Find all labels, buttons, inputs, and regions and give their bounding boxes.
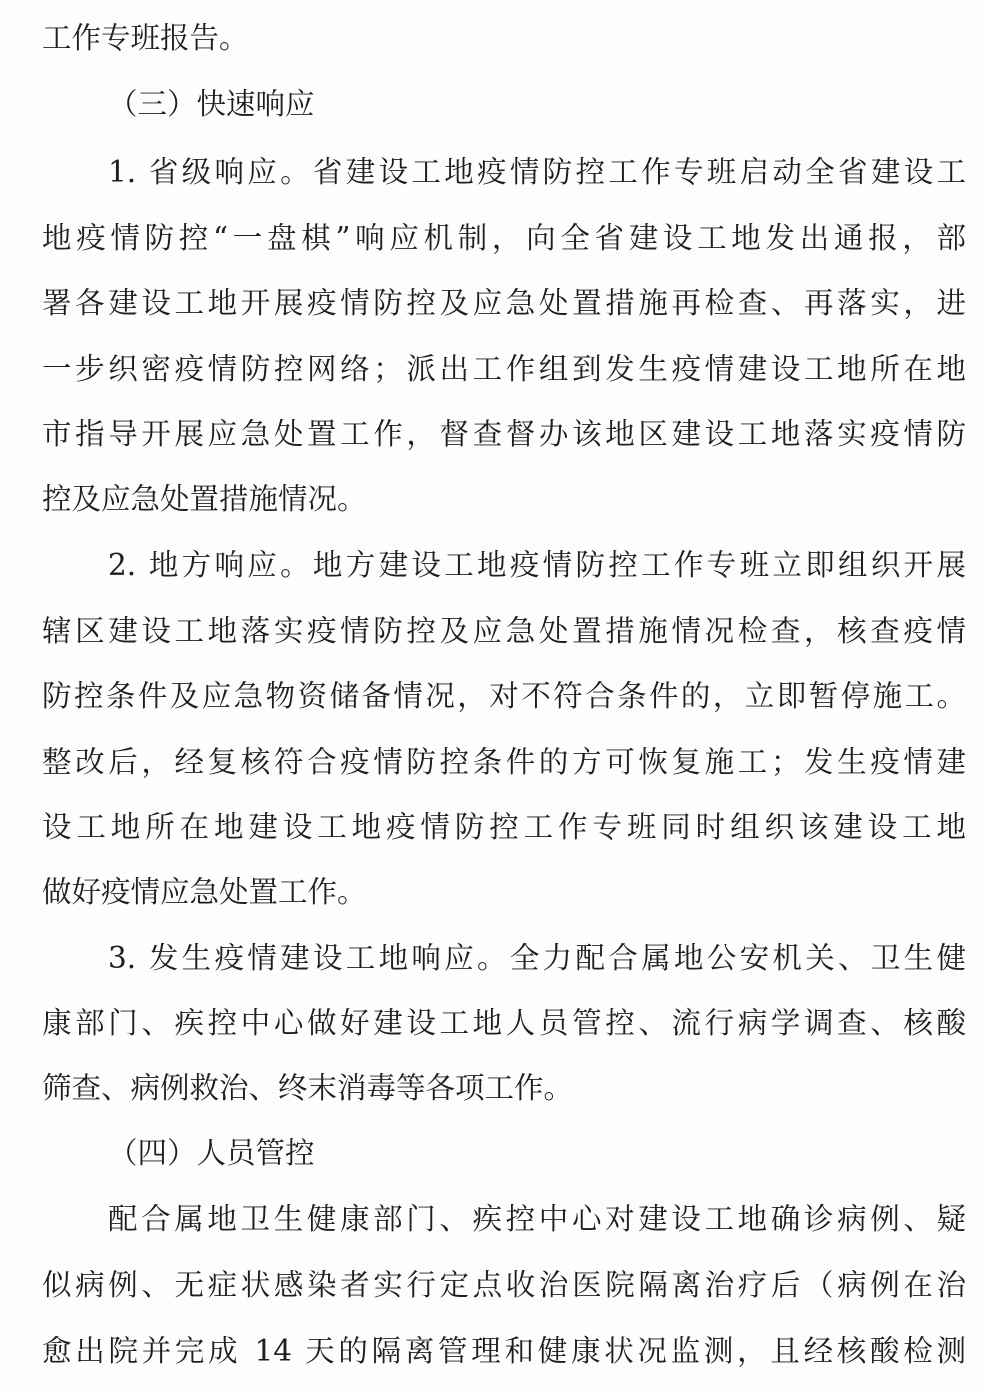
text-line: 市指导开展应急处置工作，督查督办该地区建设工地落实疫情防 xyxy=(42,417,966,451)
section-heading-3: （三）快速响应 xyxy=(108,87,315,121)
paragraph-2-start: 2. 地方响应。地方建设工地疫情防控工作专班立即组织开展 xyxy=(108,548,966,582)
paragraph-1-start: 1. 省级响应。省建设工地疫情防控工作专班启动全省建设工 xyxy=(108,155,966,189)
text-line: 工作专班报告。 xyxy=(42,21,249,55)
text-line: 辖区建设工地落实疫情防控及应急处置措施情况检查，核查疫情 xyxy=(42,614,966,648)
text-line: 似病例、无症状感染者实行定点收治医院隔离治疗后（病例在治 xyxy=(42,1268,966,1302)
text-line: 一步织密疫情防控网络；派出工作组到发生疫情建设工地所在地 xyxy=(42,352,966,386)
paragraph-3-start: 3. 发生疫情建设工地响应。全力配合属地公安机关、卫生健 xyxy=(108,941,966,975)
text-line: 整改后，经复核符合疫情防控条件的方可恢复施工；发生疫情建 xyxy=(42,745,966,779)
section-heading-4: （四）人员管控 xyxy=(108,1136,315,1170)
text-line: 地疫情防控“一盘棋”响应机制，向全省建设工地发出通报，部 xyxy=(42,221,966,255)
text-line: 防控条件及应急物资储备情况，对不符合条件的，立即暂停施工。 xyxy=(42,679,966,713)
text-line: 愈出院并完成 14 天的隔离管理和健康状况监测，且经核酸检测 xyxy=(42,1334,966,1368)
text-line: 做好疫情应急处置工作。 xyxy=(42,875,367,909)
paragraph-4-start: 配合属地卫生健康部门、疾控中心对建设工地确诊病例、疑 xyxy=(108,1202,966,1236)
text-line: 筛查、病例救治、终末消毒等各项工作。 xyxy=(42,1071,574,1105)
text-line: 署各建设工地开展疫情防控及应急处置措施再检查、再落实，进 xyxy=(42,286,966,320)
text-line: 设工地所在地建设工地疫情防控工作专班同时组织该建设工地 xyxy=(42,810,966,844)
text-line: 控及应急处置措施情况。 xyxy=(42,482,367,516)
text-line: 康部门、疾控中心做好建设工地人员管控、流行病学调查、核酸 xyxy=(42,1006,966,1040)
